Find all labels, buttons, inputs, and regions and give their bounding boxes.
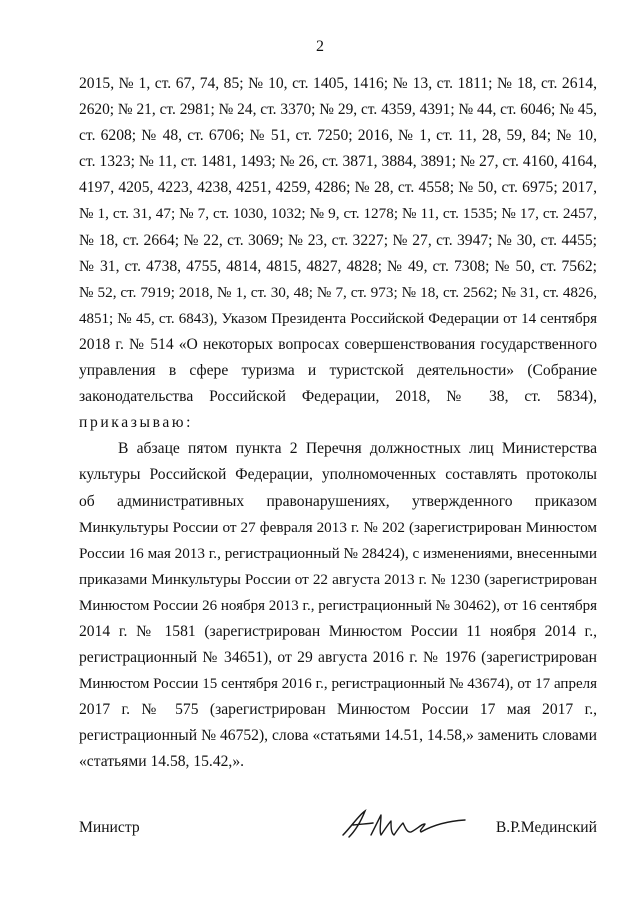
document-body [79,71,597,776]
signature-block [79,805,597,845]
text-line: приказываю: [79,414,194,432]
handwritten-signature [337,805,467,845]
text-line: В абзаце пятом пункта 2 Перечня должностных лиц Министерства [118,440,597,458]
text-line: Минкультуры России от 27 февраля 2013 г. № 202 (зарегистрирован Минюстом [79,518,597,536]
text-line: регистрационный № 34651), от 29 августа 2016 г. № 1976 (зарегистрирован [79,649,597,667]
text-line: 4851; № 45, ст. 6843), Указом Президента Российской Федерации от 14 сентября [79,310,597,327]
signatory-title: Министр [79,819,140,836]
text-line: регистрационный № 46752), слова «статьями 14.51, 14.58,» заменить словами [79,727,597,745]
text-line: 2018 г. № 514 «О некоторых вопросах совершенствования государственного [79,335,597,353]
text-line: ст. 6208; № 48, ст. 6706; № 51, ст. 7250; 2016, № 1, ст. 11, 28, 59, 84; № 10, [79,127,597,145]
signatory-name: В.Р.Мединский [495,819,597,836]
text-line: 2620; № 21, ст. 2981; № 24, ст. 3370; № 29, ст. 4359, 4391; № 44, ст. 6046; № 45, [79,101,597,119]
text-line: 2017 г. № 575 (зарегистрирован Минюстом России 17 мая 2017 г., [79,701,597,719]
text-line: России 16 мая 2013 г., регистрационный № 28424), с изменениями, внесенными [79,544,597,562]
text-line: приказами Минкультуры России от 22 августа 2013 г. № 1230 (зарегистрирован [79,570,597,588]
text-line: об административных правонарушениях, утвержденного приказом [79,492,597,510]
text-line: Минюстом России 26 ноября 2013 г., регистрационный № 30462), от 16 сентября [79,597,597,614]
text-line: 2014 г. № 1581 (зарегистрирован Минюстом России 11 ноября 2014 г., [79,622,597,640]
page-number: 2 [316,38,324,55]
text-line: Минюстом России 15 сентября 2016 г., регистрационный № 43674), от 17 апреля [79,676,597,693]
text-line: культуры Российской Федерации, уполномоченных составлять протоколы [79,466,597,484]
text-line: «статьями 14.58, 15.42,». [79,753,245,771]
text-line: законодательства Российской Федерации, 2018, № 38, ст. 5834), [79,388,597,406]
text-line: управления в сфере туризма и туристской деятельности» (Собрание [79,362,597,380]
text-line: № 18, ст. 2664; № 22, ст. 3069; № 23, ст. 3227; № 27, ст. 3947; № 30, ст. 4455; [79,231,597,249]
text-line: ст. 1323; № 11, ст. 1481, 1493; № 26, ст. 3871, 3884, 3891; № 27, ст. 4160, 4164, [79,153,597,171]
text-line: № 52, ст. 7919; 2018, № 1, ст. 30, 48; № 7, ст. 973; № 18, ст. 2562; № 31, ст. 4826, [79,283,597,301]
text-line: № 31, ст. 4738, 4755, 4814, 4815, 4827, 4828; № 49, ст. 7308; № 50, ст. 7562; [79,257,597,275]
text-line: № 1, ст. 31, 47; № 7, ст. 1030, 1032; № 9, ст. 1278; № 11, ст. 1535; № 17, ст. 2457, [79,205,597,223]
text-line: 4197, 4205, 4223, 4238, 4251, 4259, 4286; № 28, ст. 4558; № 50, ст. 6975; 2017, [79,179,597,197]
text-line: 2015, № 1, ст. 67, 74, 85; № 10, ст. 1405, 1416; № 13, ст. 1811; № 18, ст. 2614, [79,75,597,92]
